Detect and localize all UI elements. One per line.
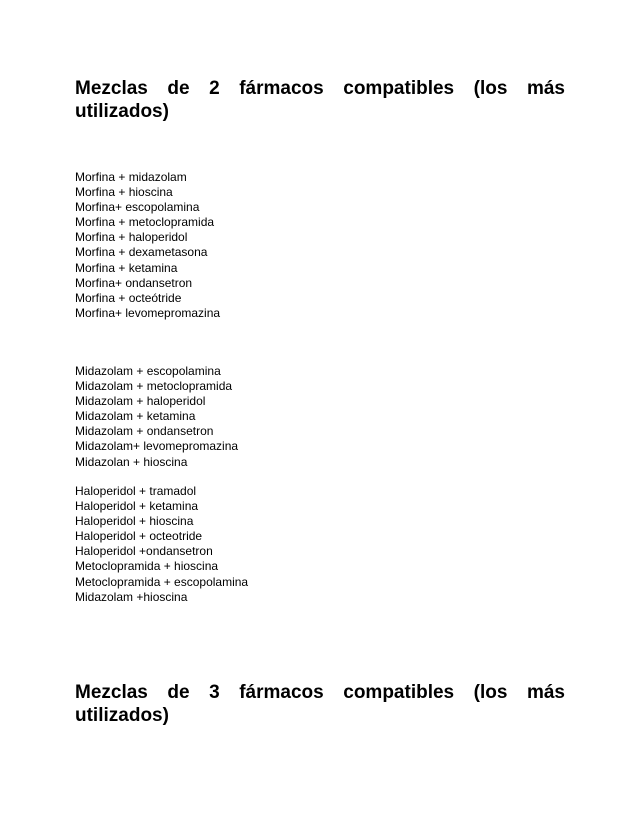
- list-item: Midazolam+ levomepromazina: [75, 439, 239, 454]
- list-item: Metoclopramida + hioscina: [75, 559, 219, 574]
- list-item: Morfina+ ondansetron: [75, 275, 193, 290]
- list-item: Haloperidol + hioscina: [75, 514, 194, 529]
- list-item: Morfina + octeótride: [75, 290, 182, 305]
- heading-line: Mezclas de 3 fármacos compatibles (los más: [75, 682, 565, 703]
- section-heading-two-drug-mixtures: [75, 77, 565, 123]
- list-item: Midazolam + metoclopramida: [75, 379, 233, 394]
- list-item: Morfina+ levomepromazina: [75, 305, 221, 320]
- haloperidol-combinations-list: [75, 484, 248, 605]
- section-heading-three-drug-mixtures: [75, 681, 565, 727]
- list-item: Midazolam + haloperidol: [75, 394, 206, 409]
- list-item: Morfina + metoclopramida: [75, 215, 215, 230]
- list-item: Haloperidol +ondansetron: [75, 544, 213, 559]
- list-item: Midazolam + escopolamina: [75, 364, 221, 378]
- heading-line: Mezclas de 2 fármacos compatibles (los más: [75, 78, 565, 99]
- list-item: Midazolam +hioscina: [75, 589, 188, 604]
- list-item: Midazolam + ondansetron: [75, 424, 214, 439]
- list-item: Haloperidol + tramadol: [75, 484, 197, 498]
- list-item: Midazolam + ketamina: [75, 409, 196, 424]
- list-item: Morfina + dexametasona: [75, 245, 208, 260]
- list-item: Morfina+ escopolamina: [75, 200, 200, 215]
- list-item: Morfina + ketamina: [75, 260, 178, 275]
- list-item: Haloperidol + octeotride: [75, 529, 203, 544]
- list-item: Midazolan + hioscina: [75, 454, 188, 469]
- list-item: Morfina + hioscina: [75, 185, 173, 200]
- morfina-combinations-list: [75, 170, 220, 321]
- list-item: Morfina + midazolam: [75, 170, 187, 184]
- midazolam-combinations-list: [75, 364, 238, 470]
- list-item: Haloperidol + ketamina: [75, 499, 199, 514]
- heading-line: utilizados): [75, 101, 169, 122]
- list-item: Morfina + haloperidol: [75, 230, 188, 245]
- heading-line: utilizados): [75, 705, 169, 726]
- list-item: Metoclopramida + escopolamina: [75, 574, 249, 589]
